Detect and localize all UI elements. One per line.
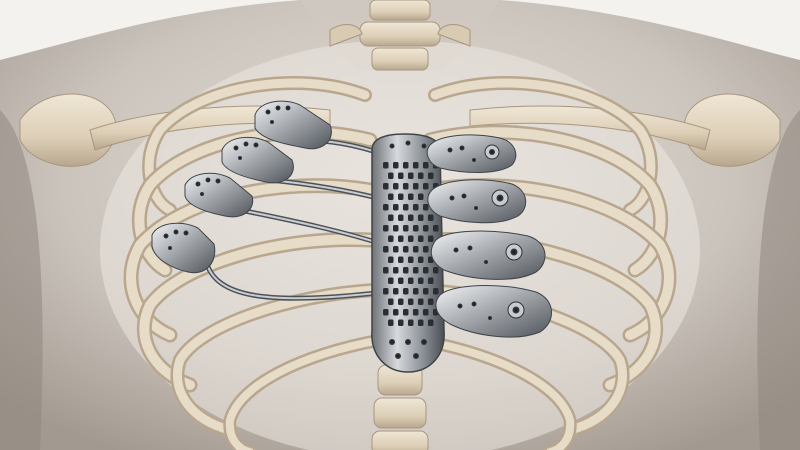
lumbar-spine [372,365,428,450]
lattice-pore [398,257,404,264]
lattice-pore [388,194,394,201]
lattice-pore [388,320,394,327]
lattice-pore [423,204,429,211]
lattice-pore [418,320,424,327]
lattice-pore [418,236,424,243]
lattice-pore [398,173,404,180]
lattice-pore [403,183,409,190]
lattice-pore [403,225,409,232]
lattice-pore [383,204,389,211]
lattice-pore [383,162,389,169]
lattice-pore [418,194,424,201]
lattice-pore [433,288,439,295]
lattice-pore [408,278,414,285]
lattice-pore [423,267,429,274]
lattice-pore [388,278,394,285]
lattice-pore [408,173,414,180]
lattice-pore [423,246,429,253]
lattice-pore [408,215,414,222]
lattice-pore [418,257,424,264]
lattice-pore [383,309,389,316]
lattice-pore [383,267,389,274]
lattice-pore [393,267,399,274]
lattice-pore [418,278,424,285]
lattice-pore [393,309,399,316]
lattice-pore [393,288,399,295]
lattice-pore [423,162,429,169]
lattice-pore [403,162,409,169]
lattice-pore [403,204,409,211]
lattice-pore [393,183,399,190]
lattice-pore [413,246,419,253]
lattice-pore [418,173,424,180]
lattice-pore [393,162,399,169]
lattice-pore [433,267,439,274]
lattice-pore [428,215,434,222]
lattice-pore [408,320,414,327]
lattice-pore [428,299,434,306]
lattice-pore [408,257,414,264]
lattice-pore [408,194,414,201]
lattice-pore [423,183,429,190]
lattice-pore [388,236,394,243]
lattice-pore [398,236,404,243]
lattice-pore [398,194,404,201]
lattice-pore [418,215,424,222]
lattice-pore [413,225,419,232]
lattice-pore [398,320,404,327]
lattice-pore [403,246,409,253]
lattice-pore [398,215,404,222]
lattice-pore [398,278,404,285]
lattice-pore [403,267,409,274]
lattice-pore [413,309,419,316]
lattice-pore [383,183,389,190]
lattice-pore [413,204,419,211]
lattice-pore [398,299,404,306]
lattice-pore [418,299,424,306]
lattice-pore [408,236,414,243]
lattice-pore [383,225,389,232]
lattice-pore [423,288,429,295]
lattice-pore [413,183,419,190]
lattice-pore [428,173,434,180]
lattice-pore [383,246,389,253]
lattice-pore [388,173,394,180]
lattice-pore [408,299,414,306]
lattice-pore [388,215,394,222]
lattice-pore [393,246,399,253]
lattice-pore [413,267,419,274]
lattice-pore [428,236,434,243]
lattice-pore [393,225,399,232]
lattice-pore [388,257,394,264]
lattice-pore [428,320,434,327]
lattice-pore [383,288,389,295]
lattice-pore [388,299,394,306]
lattice-pore [413,288,419,295]
lattice-pore [423,309,429,316]
lattice-pore [403,288,409,295]
lattice-pore [403,309,409,316]
lattice-pore [433,225,439,232]
lattice-pore [393,204,399,211]
lattice-pore [428,278,434,285]
lattice-pore [413,162,419,169]
lattice-pore [423,225,429,232]
